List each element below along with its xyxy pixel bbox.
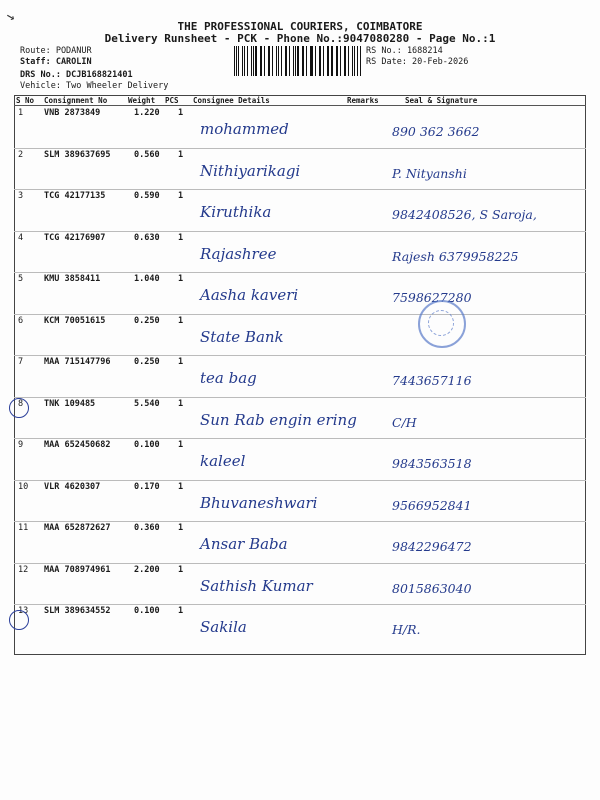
runsheet-subtitle: Delivery Runsheet - PCK - Phone No.:9047080280 - Page No.:1 bbox=[104, 32, 496, 45]
col-pcs: PCS bbox=[165, 96, 179, 105]
company-title: THE PROFESSIONAL COURIERS, COIMBATORE bbox=[177, 20, 423, 33]
seal-stamp bbox=[418, 300, 466, 348]
row-weight: 0.250 bbox=[134, 357, 160, 367]
row-seal-signature: P. Nityanshi bbox=[392, 165, 467, 181]
row-sno: 6 bbox=[18, 315, 24, 326]
row-weight: 1.220 bbox=[134, 108, 160, 118]
row-consignee: Sathish Kumar bbox=[200, 576, 313, 595]
row-pcs: 1 bbox=[178, 191, 184, 201]
row-consignment-no: KCM 70051615 bbox=[44, 315, 106, 326]
row-divider bbox=[14, 604, 586, 605]
row-weight: 0.630 bbox=[134, 232, 160, 243]
row-sno: 11 bbox=[18, 523, 29, 533]
row-pcs: 1 bbox=[178, 315, 184, 326]
row-consignee: Ansar Baba bbox=[200, 535, 288, 553]
row-pcs: 1 bbox=[178, 232, 184, 243]
row-consignee: tea bag bbox=[200, 369, 257, 387]
row-seal-signature: 890 362 3662 bbox=[392, 124, 480, 139]
row-sno: 5 bbox=[18, 274, 24, 284]
row-pcs: 1 bbox=[178, 606, 184, 616]
row-consignee: Kiruthika bbox=[200, 203, 272, 221]
row-seal-signature: 9566952841 bbox=[392, 497, 472, 513]
row-consignee: Bhuvaneshwari bbox=[200, 493, 318, 512]
row-weight: 0.170 bbox=[134, 481, 160, 492]
row-sno: 7 bbox=[18, 357, 24, 367]
col-remarks: Remarks bbox=[347, 96, 379, 105]
row-weight: 1.040 bbox=[134, 274, 160, 284]
row-sno: 3 bbox=[18, 191, 24, 201]
row-consignee: kaleel bbox=[200, 452, 246, 470]
row-consignment-no: MAA 708974961 bbox=[44, 564, 111, 575]
row-sno: 2 bbox=[18, 149, 24, 160]
drs-number: DRS No.: DCJB168821401 bbox=[20, 70, 133, 80]
row-consignment-no: MAA 652450682 bbox=[44, 440, 111, 450]
row-consignee: Rajashree bbox=[200, 244, 277, 263]
row-consignee: State Bank bbox=[200, 327, 284, 346]
rs-date: RS Date: 20-Feb-2026 bbox=[366, 57, 469, 67]
row-pcs: 1 bbox=[178, 149, 184, 160]
row-seal-signature: Rajesh 6379958225 bbox=[392, 248, 519, 264]
row-consignee: Sakila bbox=[200, 618, 247, 636]
row-consignment-no: TCG 42177135 bbox=[44, 191, 106, 201]
row-pcs: 1 bbox=[178, 357, 184, 367]
row-consignee: Sun Rab engin ering bbox=[200, 410, 357, 429]
row-divider bbox=[14, 397, 586, 398]
row-seal-signature: 9843563518 bbox=[392, 456, 472, 471]
row-consignment-no: KMU 3858411 bbox=[44, 274, 101, 284]
col-consignee: Consignee Details bbox=[193, 96, 270, 105]
col-seal: Seal & Signature bbox=[405, 96, 478, 105]
circle-mark-row-8 bbox=[9, 398, 29, 418]
row-consignment-no: MAA 715147796 bbox=[44, 357, 111, 367]
row-weight: 0.360 bbox=[134, 523, 160, 533]
row-consignment-no: MAA 652872627 bbox=[44, 523, 111, 533]
col-sno: S No bbox=[16, 96, 35, 105]
row-sno: 8 bbox=[18, 398, 24, 409]
col-consignment: Consignment No bbox=[44, 96, 108, 105]
row-consignment-no: TNK 109485 bbox=[44, 398, 96, 409]
row-divider bbox=[14, 314, 586, 315]
row-weight: 0.250 bbox=[134, 315, 160, 326]
row-seal-signature: 7598627280 bbox=[392, 290, 472, 305]
row-consignment-no: VNB 2873849 bbox=[44, 108, 101, 118]
row-pcs: 1 bbox=[178, 274, 184, 284]
row-weight: 0.590 bbox=[134, 191, 160, 201]
row-seal-signature: 7443657116 bbox=[392, 373, 472, 388]
staff-label: Staff: CAROLIN bbox=[20, 57, 92, 67]
barcode bbox=[234, 46, 362, 76]
route-label: Route: PODANUR bbox=[20, 46, 92, 56]
row-divider bbox=[14, 231, 586, 232]
row-seal-signature: C/H bbox=[392, 414, 417, 430]
row-weight: 2.200 bbox=[134, 564, 160, 575]
corner-mark: ↘ bbox=[4, 7, 17, 25]
row-sno: 4 bbox=[18, 232, 24, 243]
row-divider bbox=[14, 521, 586, 522]
row-divider bbox=[14, 355, 586, 356]
row-divider bbox=[14, 438, 586, 439]
row-seal-signature: H/R. bbox=[392, 622, 421, 637]
row-weight: 0.560 bbox=[134, 149, 160, 160]
row-consignment-no: SLM 389637695 bbox=[44, 149, 111, 160]
row-consignee: Nithiyarikagi bbox=[200, 161, 301, 180]
row-divider bbox=[14, 563, 586, 564]
vehicle-label: Vehicle: Two Wheeler Delivery bbox=[20, 81, 169, 91]
circle-mark-row-13 bbox=[9, 610, 29, 630]
row-consignment-no: VLR 4620307 bbox=[44, 481, 101, 492]
row-weight: 0.100 bbox=[134, 440, 160, 450]
row-divider bbox=[14, 480, 586, 481]
row-seal-signature: 8015863040 bbox=[392, 580, 472, 596]
row-weight: 5.540 bbox=[134, 398, 160, 409]
row-pcs: 1 bbox=[178, 108, 184, 118]
table-header-divider bbox=[14, 105, 586, 106]
row-consignee: mohammed bbox=[200, 120, 289, 138]
row-sno: 12 bbox=[18, 564, 29, 575]
row-divider bbox=[14, 189, 586, 190]
row-divider bbox=[14, 272, 586, 273]
row-consignee: Aasha kaveri bbox=[200, 286, 299, 304]
col-weight: Weight bbox=[128, 96, 156, 105]
row-sno: 1 bbox=[18, 108, 24, 118]
row-pcs: 1 bbox=[178, 564, 184, 575]
rs-number: RS No.: 1688214 bbox=[366, 46, 443, 56]
row-pcs: 1 bbox=[178, 481, 184, 492]
row-consignment-no: TCG 42176907 bbox=[44, 232, 106, 243]
row-seal-signature: 9842408526, S Saroja, bbox=[392, 207, 537, 222]
row-weight: 0.100 bbox=[134, 606, 160, 616]
row-seal-signature: 9842296472 bbox=[392, 539, 472, 554]
row-pcs: 1 bbox=[178, 523, 184, 533]
row-sno: 10 bbox=[18, 481, 29, 492]
row-pcs: 1 bbox=[178, 440, 184, 450]
row-consignment-no: SLM 389634552 bbox=[44, 606, 111, 616]
row-pcs: 1 bbox=[178, 398, 184, 409]
row-sno: 13 bbox=[18, 606, 29, 616]
row-sno: 9 bbox=[18, 440, 24, 450]
row-divider bbox=[14, 148, 586, 149]
